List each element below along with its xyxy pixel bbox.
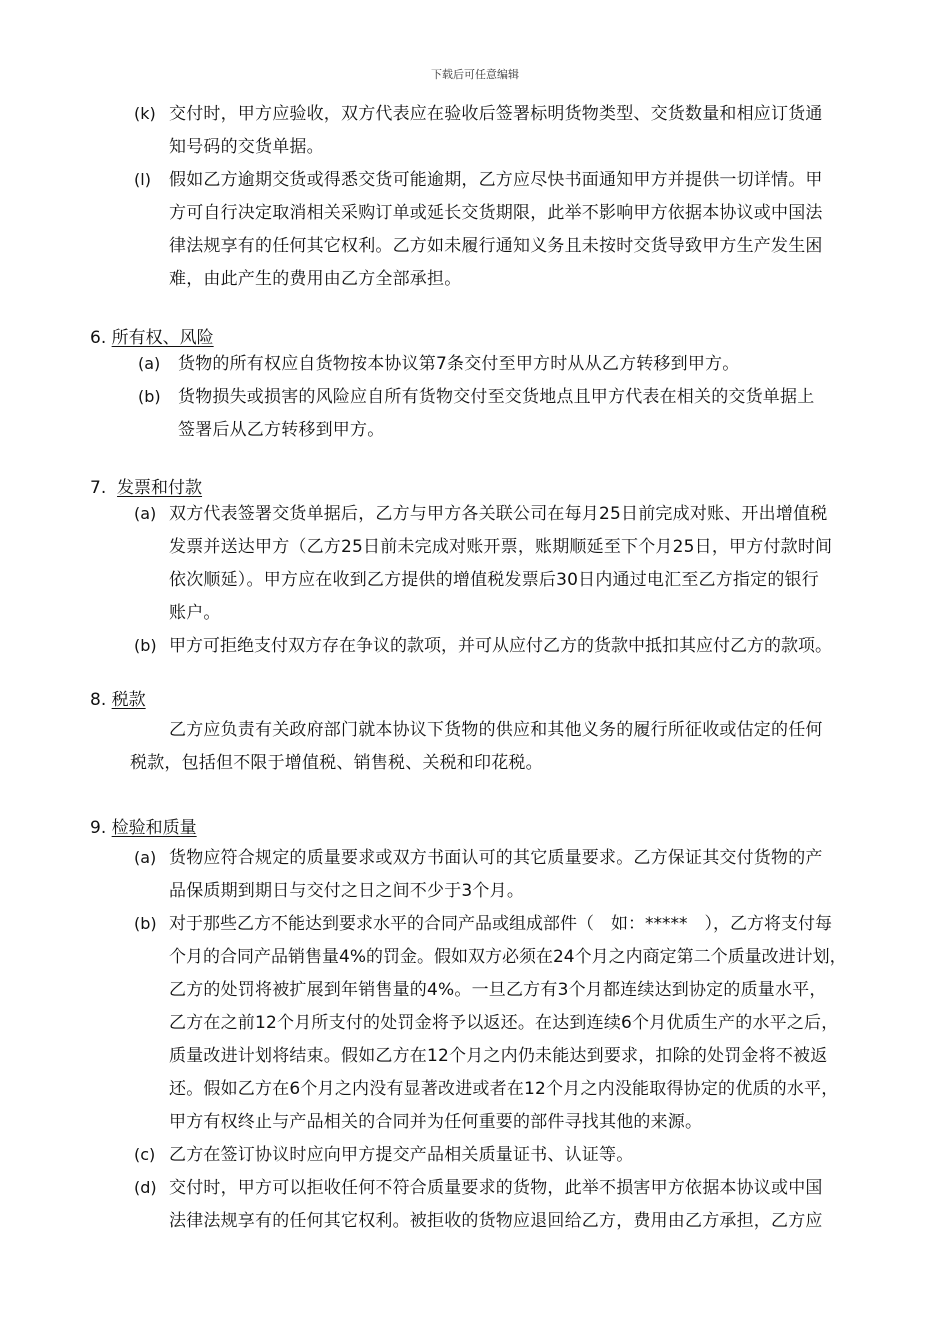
paragraph-line: 交付时，甲方应验收，双方代表应在验收后签署标明货物类型、交货数量和相应订货通 bbox=[169, 104, 823, 124]
paragraph-line: 签署后从乙方转移到甲方。 bbox=[178, 420, 385, 440]
paragraph-line: 货物损失或损害的风险应自所有货物交付至交货地点且甲方代表在相关的交货单据上 bbox=[178, 387, 815, 407]
item-label: (a) bbox=[138, 354, 161, 373]
paragraph-line: 乙方在签订协议时应向甲方提交产品相关质量证书、认证等。 bbox=[169, 1145, 634, 1165]
page-header: 下载后可任意编辑 bbox=[431, 68, 519, 81]
paragraph-line: 双方代表签署交货单据后，乙方与甲方各关联公司在每月25日前完成对账、开出增值税 bbox=[169, 504, 828, 524]
section-heading-9 bbox=[90, 817, 197, 839]
paragraph-line: 甲方有权终止与产品相关的合同并为任何重要的部件寻找其他的来源。 bbox=[169, 1112, 703, 1132]
paragraph-line: 乙方的处罚将被扩展到年销售量的4%。一旦乙方有3个月都连续达到协定的质量水平， bbox=[169, 980, 827, 1000]
item-label: (b) bbox=[138, 387, 161, 406]
item-label: (b) bbox=[134, 636, 157, 655]
paragraph-line: 个月的合同产品销售量4%的罚金。假如双方必须在24个月之内商定第二个质量改进计划， bbox=[169, 947, 847, 967]
item-label: (b) bbox=[134, 914, 157, 933]
paragraph-line: 对于那些乙方不能达到要求水平的合同产品或组成部件（ 如：***** ），乙方将支付每 bbox=[169, 914, 832, 934]
item-label: (a) bbox=[134, 504, 157, 523]
paragraph-line: 依次顺延）。甲方应在收到乙方提供的增值税发票后30日内通过电汇至乙方指定的银行 bbox=[169, 570, 819, 590]
section-heading-6 bbox=[90, 327, 214, 349]
item-label: (d) bbox=[134, 1178, 157, 1197]
section-number: 7. bbox=[90, 478, 107, 498]
section-heading-8 bbox=[90, 689, 146, 711]
paragraph-line: 质量改进计划将结束。假如乙方在12个月之内仍未能达到要求，扣除的处罚金将不被返 bbox=[169, 1046, 828, 1066]
paragraph-line: 甲方可拒绝支付双方存在争议的款项，并可从应付乙方的货款中抵扣其应付乙方的款项。 bbox=[169, 636, 832, 656]
paragraph-line: 发票并送达甲方（乙方25日前未完成对账开票，账期顺延至下个月25日，甲方付款时间 bbox=[169, 537, 833, 557]
paragraph-line: 假如乙方逾期交货或得悉交货可能逾期，乙方应尽快书面通知甲方并提供一切详情。甲 bbox=[169, 170, 823, 190]
paragraph-line: 品保质期到期日与交付之日之间不少于3个月。 bbox=[169, 881, 525, 901]
section-title: 税款 bbox=[111, 690, 146, 710]
paragraph-line: 还。假如乙方在6个月之内没有显著改进或者在12个月之内没能取得协定的优质的水平， bbox=[169, 1079, 839, 1099]
section-number: 8. bbox=[90, 690, 107, 710]
item-label-l: (l) bbox=[134, 170, 151, 189]
paragraph-line: 法律法规享有的任何其它权利。被拒收的货物应退回给乙方，费用由乙方承担，乙方应 bbox=[169, 1211, 823, 1231]
paragraph-line: 知号码的交货单据。 bbox=[169, 137, 324, 157]
item-label-k: (k) bbox=[134, 104, 156, 123]
paragraph-line: 交付时，甲方可以拒收任何不符合质量要求的货物，此举不损害甲方依据本协议或中国 bbox=[169, 1178, 823, 1198]
item-label: (c) bbox=[134, 1145, 156, 1164]
section-heading-7 bbox=[90, 477, 202, 499]
item-label: (a) bbox=[134, 848, 157, 867]
section-number: 6. bbox=[90, 328, 107, 348]
paragraph-line: 货物应符合规定的质量要求或双方书面认可的其它质量要求。乙方保证其交付货物的产 bbox=[169, 848, 823, 868]
paragraph-line: 律法规享有的任何其它权利。乙方如未履行通知义务且未按时交货导致甲方生产发生困 bbox=[169, 236, 823, 256]
paragraph-line: 方可自行决定取消相关采购订单或延长交货期限，此举不影响甲方依据本协议或中国法 bbox=[169, 203, 823, 223]
section-title: 检验和质量 bbox=[111, 818, 197, 838]
paragraph-line: 乙方在之前12个月所支付的处罚金将予以返还。在达到连续6个月优质生产的水平之后， bbox=[169, 1013, 839, 1033]
paragraph-line: 账户。 bbox=[169, 603, 221, 623]
paragraph-line: 乙方应负责有关政府部门就本协议下货物的供应和其他义务的履行所征收或估定的任何 bbox=[169, 720, 823, 740]
paragraph-line: 难，由此产生的费用由乙方全部承担。 bbox=[169, 269, 462, 289]
paragraph-line: 税款，包括但不限于增值税、销售税、关税和印花税。 bbox=[130, 753, 543, 773]
section-title: 所有权、风险 bbox=[111, 328, 214, 348]
paragraph-line: 货物的所有权应自货物按本协议第7条交付至甲方时从从乙方转移到甲方。 bbox=[178, 354, 740, 374]
section-title: 发票和付款 bbox=[117, 478, 203, 498]
section-number: 9. bbox=[90, 818, 107, 838]
